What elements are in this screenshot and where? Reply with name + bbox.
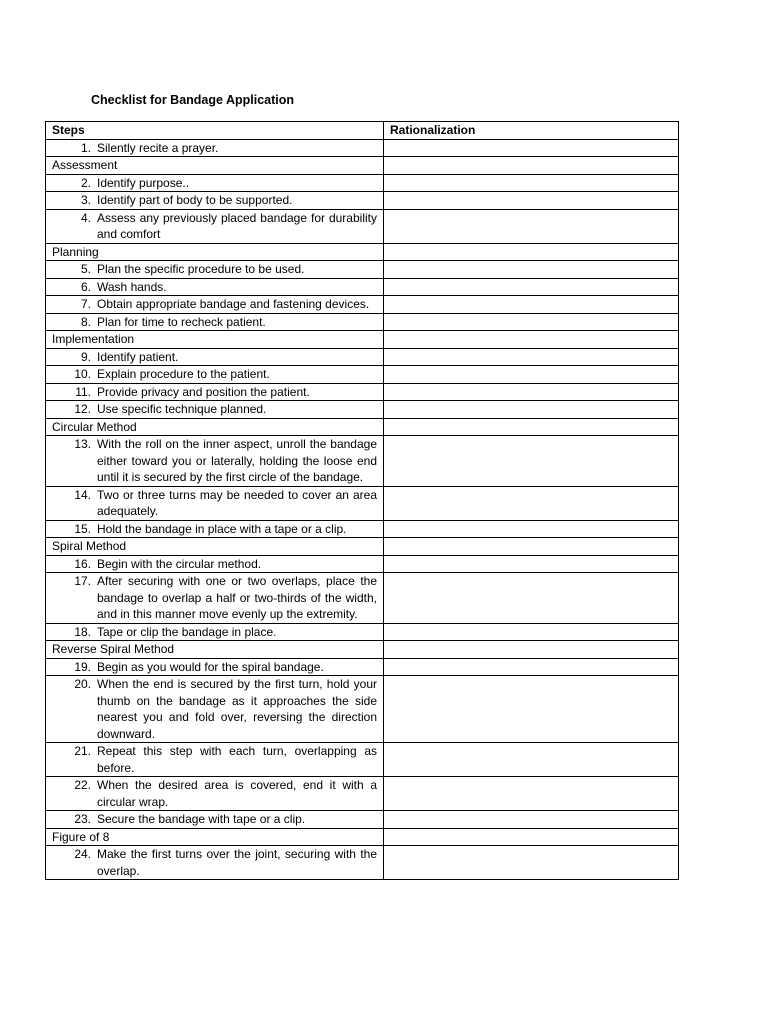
step-row: [46, 777, 679, 811]
rationalization-cell: [384, 418, 679, 436]
rationalization-cell: [384, 538, 679, 556]
step-text: Plan for time to recheck patient.: [97, 314, 266, 329]
step-cell: [46, 520, 384, 538]
rationalization-cell: [384, 313, 679, 331]
section-label: Implementation: [46, 331, 384, 349]
step-cell: [46, 743, 384, 777]
step: [52, 436, 377, 486]
step-number: 22.: [74, 778, 91, 792]
rationalization-cell: [384, 366, 679, 384]
rationalization-cell: [384, 192, 679, 210]
step-row: [46, 436, 679, 487]
step-row: [46, 846, 679, 880]
step-cell: [46, 658, 384, 676]
step-number: 14.: [74, 487, 91, 502]
rationalization-cell: [384, 520, 679, 538]
step-row: [46, 313, 679, 331]
section-label: Circular Method: [46, 418, 384, 436]
step-cell: [46, 209, 384, 243]
rationalization-cell: [384, 641, 679, 659]
step-text: Begin as you would for the spiral bandage.: [97, 659, 324, 674]
step-cell: [46, 573, 384, 624]
step-row: [46, 401, 679, 419]
step-row: [46, 261, 679, 279]
checklist-table: [45, 121, 679, 880]
rationalization-cell: [384, 401, 679, 419]
step-number: 11.: [75, 384, 91, 399]
step: [52, 261, 377, 278]
rationalization-cell: [384, 846, 679, 880]
step: [52, 811, 377, 828]
step-number: 10.: [74, 367, 91, 381]
section-row: [46, 331, 679, 349]
step-text: Obtain appropriate bandage and fastening devices.: [97, 297, 370, 311]
rationalization-cell: [384, 555, 679, 573]
step-text: With the roll on the inner aspect, unroll the bandage either toward you or laterally, holding the loose end until it is secured by the first circle of the bandage.: [97, 437, 377, 484]
step-cell: [46, 366, 384, 384]
step-text: Plan the specific procedure to be used.: [97, 262, 305, 276]
step-row: [46, 383, 679, 401]
step-text: Identify purpose..: [97, 175, 190, 190]
section-label: Assessment: [46, 157, 384, 175]
step: [52, 349, 377, 366]
step-number: 13.: [74, 437, 91, 451]
step-cell: [46, 777, 384, 811]
rationalization-cell: [384, 383, 679, 401]
step: [52, 401, 377, 418]
step-row: [46, 192, 679, 210]
rationalization-cell: [384, 261, 679, 279]
step-text: Two or three turns may be needed to cover an area adequately.: [97, 487, 377, 518]
step: [52, 296, 377, 313]
step-number: 18.: [74, 624, 91, 639]
rationalization-cell: [384, 486, 679, 520]
step: [52, 175, 377, 192]
rationalization-cell: [384, 623, 679, 641]
step-number: 9.: [80, 349, 91, 364]
step-number: 20.: [74, 677, 91, 691]
step-cell: [46, 192, 384, 210]
step-number: 6.: [80, 279, 91, 294]
step: [52, 846, 377, 879]
step-row: [46, 348, 679, 366]
section-label: Figure of 8: [46, 828, 384, 846]
section-row: [46, 157, 679, 175]
step: [52, 659, 377, 676]
rationalization-cell: [384, 157, 679, 175]
rationalization-header: Rationalization: [384, 122, 679, 140]
step-text: Identify part of body to be supported.: [97, 193, 293, 207]
step-text: Silently recite a prayer.: [97, 140, 219, 155]
rationalization-cell: [384, 209, 679, 243]
step-row: [46, 139, 679, 157]
step: [52, 624, 377, 641]
step-number: 23.: [74, 812, 91, 826]
section-row: [46, 418, 679, 436]
step-cell: [46, 383, 384, 401]
section-label: Reverse Spiral Method: [46, 641, 384, 659]
step-number: 16.: [74, 556, 91, 571]
step-number: 8.: [80, 314, 91, 329]
step-cell: [46, 811, 384, 829]
rationalization-cell: [384, 828, 679, 846]
step-number: 12.: [74, 402, 91, 416]
step-cell: [46, 676, 384, 743]
step-row: [46, 573, 679, 624]
step-cell: [46, 313, 384, 331]
step-number: 7.: [80, 297, 91, 311]
rationalization-cell: [384, 777, 679, 811]
step-number: 21.: [74, 744, 91, 758]
checklist-body: [46, 139, 679, 880]
step: [52, 487, 377, 520]
step-cell: [46, 348, 384, 366]
step-text: Wash hands.: [97, 279, 167, 294]
step-text: Use specific technique planned.: [97, 402, 267, 416]
step-row: [46, 623, 679, 641]
step-text: Make the first turns over the joint, securing with the overlap.: [97, 847, 377, 878]
step-text: Provide privacy and position the patient.: [97, 384, 310, 399]
step-row: [46, 296, 679, 314]
rationalization-cell: [384, 658, 679, 676]
step-text: Repeat this step with each turn, overlapping as before.: [97, 744, 377, 775]
step-text: When the desired area is covered, end it with a circular wrap.: [97, 778, 377, 809]
step-row: [46, 366, 679, 384]
rationalization-cell: [384, 436, 679, 487]
step-row: [46, 486, 679, 520]
step-number: 3.: [80, 193, 91, 207]
step-text: Explain procedure to the patient.: [97, 367, 270, 381]
section-row: [46, 538, 679, 556]
step-row: [46, 811, 679, 829]
rationalization-cell: [384, 676, 679, 743]
section-row: [46, 828, 679, 846]
rationalization-cell: [384, 331, 679, 349]
step-row: [46, 676, 679, 743]
step: [52, 676, 377, 742]
step-text: Begin with the circular method.: [97, 556, 262, 571]
step-text: Hold the bandage in place with a tape or a clip.: [97, 521, 347, 536]
step-text: Tape or clip the bandage in place.: [97, 624, 277, 639]
step-number: 19.: [74, 659, 91, 674]
step: [52, 210, 377, 243]
step-cell: [46, 846, 384, 880]
step-number: 5.: [80, 262, 91, 276]
step-cell: [46, 436, 384, 487]
rationalization-cell: [384, 348, 679, 366]
step: [52, 777, 377, 810]
rationalization-cell: [384, 811, 679, 829]
step-row: [46, 555, 679, 573]
step-row: [46, 520, 679, 538]
step-cell: [46, 261, 384, 279]
step-number: 15.: [74, 521, 91, 536]
step-number: 4.: [80, 210, 91, 225]
step-number: 24.: [74, 847, 91, 861]
step: [52, 743, 377, 776]
rationalization-cell: [384, 296, 679, 314]
step-cell: [46, 401, 384, 419]
steps-header: Steps: [46, 122, 384, 140]
step-cell: [46, 486, 384, 520]
step: [52, 556, 377, 573]
step-text: After securing with one or two overlaps, place the bandage to overlap a half or two-thirds of the width, and in this manner move evenly up the extremity.: [97, 574, 377, 621]
rationalization-cell: [384, 174, 679, 192]
rationalization-cell: [384, 743, 679, 777]
step-row: [46, 658, 679, 676]
step-cell: [46, 139, 384, 157]
step: [52, 384, 377, 401]
section-row: [46, 641, 679, 659]
step-row: [46, 743, 679, 777]
step: [52, 366, 377, 383]
step-cell: [46, 296, 384, 314]
step-cell: [46, 278, 384, 296]
section-label: Spiral Method: [46, 538, 384, 556]
rationalization-cell: [384, 243, 679, 261]
step: [52, 140, 377, 157]
rationalization-cell: [384, 139, 679, 157]
step-cell: [46, 623, 384, 641]
step-number: 2.: [80, 175, 91, 190]
section-row: [46, 243, 679, 261]
step-text: Identify patient.: [97, 349, 179, 364]
step: [52, 314, 377, 331]
step-row: [46, 209, 679, 243]
step-number: 1.: [80, 140, 91, 155]
step-cell: [46, 174, 384, 192]
step-text: When the end is secured by the first turn, hold your thumb on the bandage as it approaches the side nearest you and fold over, reversing the direction downward.: [97, 677, 377, 741]
section-label: Planning: [46, 243, 384, 261]
step: [52, 279, 377, 296]
step-row: [46, 174, 679, 192]
step-row: [46, 278, 679, 296]
table-header-row: [46, 122, 679, 140]
step: [52, 573, 377, 623]
rationalization-cell: [384, 278, 679, 296]
step-cell: [46, 555, 384, 573]
step-number: 17.: [74, 574, 91, 588]
step: [52, 192, 377, 209]
step-text: Secure the bandage with tape or a clip.: [97, 812, 306, 826]
document-title: Checklist for Bandage Application: [91, 93, 295, 107]
rationalization-cell: [384, 573, 679, 624]
step-text: Assess any previously placed bandage for durability and comfort: [97, 210, 377, 241]
step: [52, 521, 377, 538]
